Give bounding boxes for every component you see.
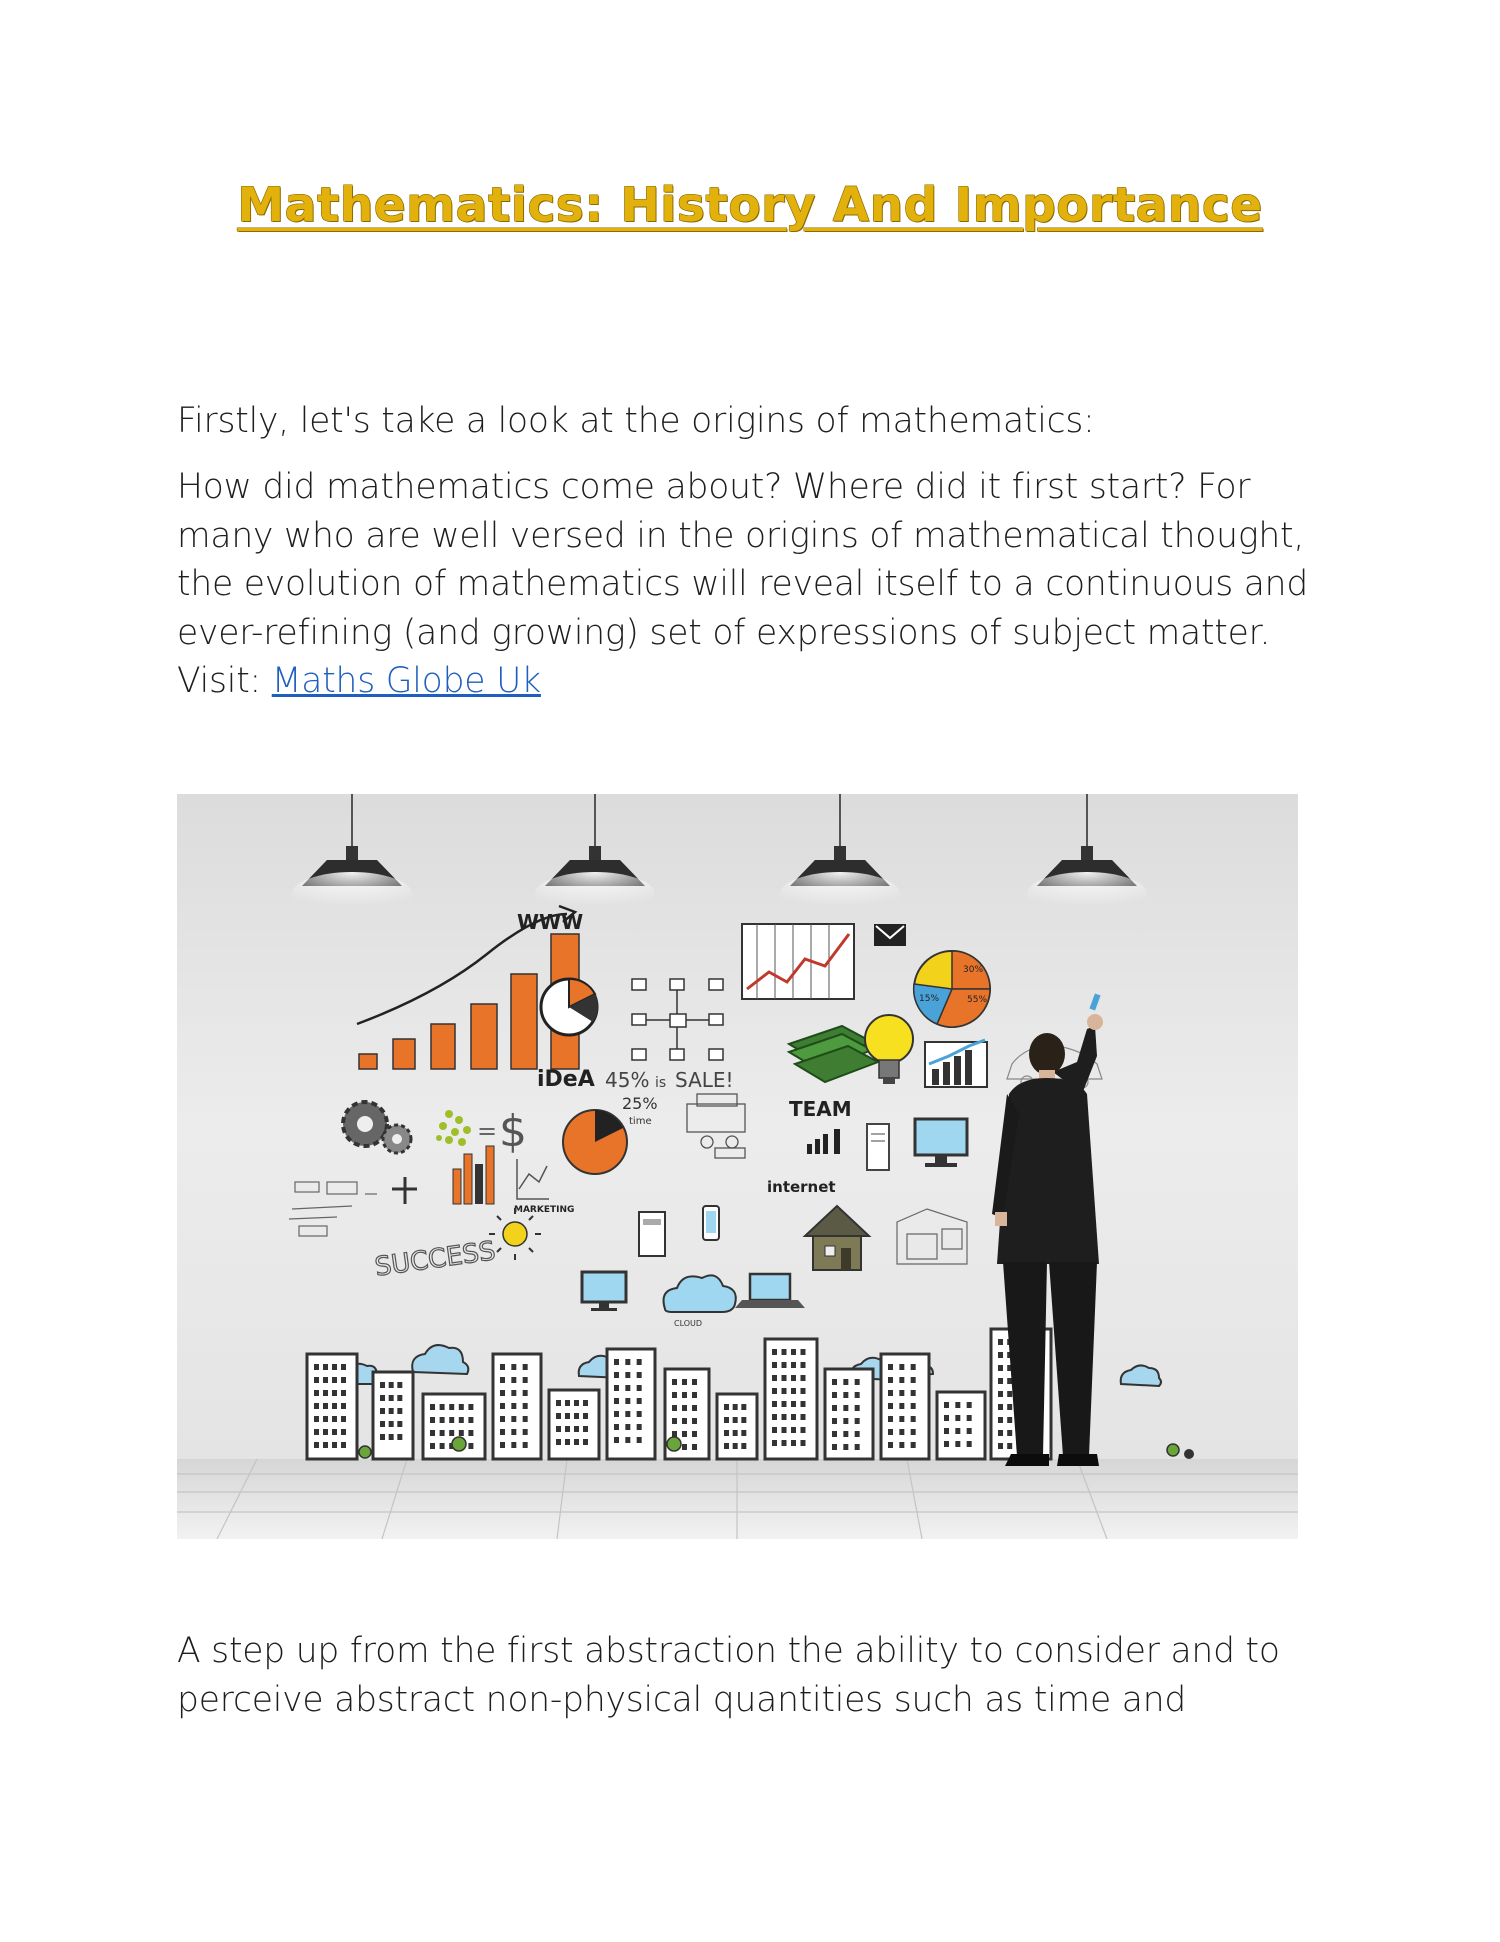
building-window (397, 1382, 402, 1388)
building-window (397, 1408, 402, 1414)
building-window (944, 1402, 949, 1408)
building-window (733, 1430, 738, 1436)
abstraction-paragraph: A step up from the first abstraction the ability to consider and to perceive abstract non-physical quantities such as time and (177, 1631, 1280, 1720)
building-window (625, 1385, 630, 1391)
building-window (682, 1405, 687, 1411)
building-window (389, 1382, 394, 1388)
building-window (733, 1443, 738, 1449)
building-window (332, 1442, 337, 1448)
building-window (741, 1404, 746, 1410)
building-window (314, 1416, 319, 1422)
building-window (440, 1443, 445, 1449)
building-window (944, 1428, 949, 1434)
building-window (459, 1417, 464, 1423)
building-window (911, 1377, 916, 1383)
building-window (511, 1390, 516, 1396)
building-window (998, 1417, 1003, 1423)
building-window (556, 1426, 561, 1432)
building-window (672, 1418, 677, 1424)
building-window (998, 1391, 1003, 1397)
building-window (459, 1430, 464, 1436)
building-window (625, 1372, 630, 1378)
building-window (998, 1352, 1003, 1358)
building-window (692, 1444, 697, 1450)
building-window (637, 1398, 642, 1404)
building-window (741, 1430, 746, 1436)
building-window (998, 1365, 1003, 1371)
building-window (955, 1441, 960, 1447)
building-window (511, 1364, 516, 1370)
building-window (791, 1375, 796, 1381)
building-window (511, 1442, 516, 1448)
building-window (782, 1349, 787, 1355)
building-window (380, 1408, 385, 1414)
building-window (855, 1392, 860, 1398)
building-window (380, 1421, 385, 1427)
building-window (332, 1403, 337, 1409)
building-window (625, 1411, 630, 1417)
building-window (583, 1400, 588, 1406)
building-window (944, 1415, 949, 1421)
building-window (430, 1443, 435, 1449)
building-window (772, 1440, 777, 1446)
building-window (672, 1379, 677, 1385)
building-window (332, 1429, 337, 1435)
orange-pie-chart-icon (563, 1110, 627, 1174)
building-window (614, 1359, 619, 1365)
building-window (911, 1364, 916, 1370)
building-window (440, 1417, 445, 1423)
building-window (801, 1362, 806, 1368)
building-window (888, 1390, 893, 1396)
building-window (741, 1443, 746, 1449)
building-window (832, 1392, 837, 1398)
building-window (782, 1375, 787, 1381)
building-window (511, 1416, 516, 1422)
building-window (724, 1404, 729, 1410)
building-window (1007, 1443, 1012, 1449)
building-window (832, 1431, 837, 1437)
building-window (998, 1443, 1003, 1449)
building-window (323, 1403, 328, 1409)
building-window (332, 1416, 337, 1422)
building-window (672, 1431, 677, 1437)
building-window (801, 1401, 806, 1407)
building-window (614, 1424, 619, 1430)
origins-paragraph (177, 463, 1337, 706)
building-window (899, 1403, 904, 1409)
building-window (314, 1442, 319, 1448)
building-window (791, 1440, 796, 1446)
building-window (843, 1379, 848, 1385)
building-window (583, 1439, 588, 1445)
building-window (323, 1416, 328, 1422)
building-window (449, 1404, 454, 1410)
building-window (380, 1382, 385, 1388)
building-window (855, 1379, 860, 1385)
document-title-text: Mathematics: History And Importance (237, 178, 1263, 233)
twentyfive-percent-label: 25% (622, 1094, 658, 1113)
building-window (341, 1403, 346, 1409)
building-window (614, 1411, 619, 1417)
building-window (832, 1418, 837, 1424)
building-window (724, 1417, 729, 1423)
sale-label: SALE! (675, 1068, 734, 1092)
building-window (314, 1390, 319, 1396)
building-window (772, 1388, 777, 1394)
building-window (523, 1429, 528, 1435)
building-window (791, 1414, 796, 1420)
building-window (314, 1429, 319, 1435)
building-window (556, 1413, 561, 1419)
building-window (523, 1442, 528, 1448)
building-window (888, 1403, 893, 1409)
building-window (332, 1390, 337, 1396)
building-window (380, 1395, 385, 1401)
building-window (899, 1364, 904, 1370)
line-graph-icon (742, 924, 854, 999)
building-window (672, 1392, 677, 1398)
building-window (801, 1375, 806, 1381)
building-window (772, 1349, 777, 1355)
building-window (332, 1364, 337, 1370)
percent-label: 45% (605, 1068, 650, 1092)
building-window (801, 1349, 806, 1355)
building-window (625, 1424, 630, 1430)
building-window (899, 1416, 904, 1422)
document-title (0, 178, 1500, 233)
building-window (911, 1403, 916, 1409)
building-window (583, 1426, 588, 1432)
building-window (967, 1428, 972, 1434)
building-window (998, 1430, 1003, 1436)
building-window (888, 1416, 893, 1422)
building-window (511, 1429, 516, 1435)
building-window (323, 1364, 328, 1370)
building-window (430, 1430, 435, 1436)
building-window (500, 1377, 505, 1383)
building-window (389, 1421, 394, 1427)
building-window (998, 1404, 1003, 1410)
building-window (574, 1439, 579, 1445)
building-window (843, 1418, 848, 1424)
building-window (323, 1377, 328, 1383)
building-window (500, 1442, 505, 1448)
building-window (724, 1430, 729, 1436)
is-label: is (655, 1075, 667, 1091)
building-window (955, 1428, 960, 1434)
building-window (500, 1416, 505, 1422)
building-window (637, 1437, 642, 1443)
building-window (389, 1434, 394, 1440)
building-window (967, 1441, 972, 1447)
building-window (574, 1413, 579, 1419)
building-window (782, 1401, 787, 1407)
building-window (801, 1440, 806, 1446)
building-window (556, 1400, 561, 1406)
building-window (843, 1392, 848, 1398)
building-window (772, 1362, 777, 1368)
building-window (791, 1362, 796, 1368)
building-window (801, 1414, 806, 1420)
building-window (682, 1379, 687, 1385)
building-window (397, 1421, 402, 1427)
building-window (614, 1398, 619, 1404)
building-window (625, 1359, 630, 1365)
building-window (468, 1417, 473, 1423)
time-label: time (629, 1116, 652, 1127)
building-window (832, 1379, 837, 1385)
marketing-label: MARKETING (514, 1205, 575, 1215)
building-window (583, 1413, 588, 1419)
building-window (801, 1388, 806, 1394)
building-window (637, 1424, 642, 1430)
building-window (523, 1364, 528, 1370)
building-window (782, 1414, 787, 1420)
building-window (692, 1405, 697, 1411)
building-window (523, 1390, 528, 1396)
building-window (911, 1429, 916, 1435)
building-window (500, 1364, 505, 1370)
building-window (733, 1404, 738, 1410)
building-window (511, 1377, 516, 1383)
maths-globe-link[interactable]: Maths Globe Uk (271, 661, 541, 701)
building-window (911, 1390, 916, 1396)
pie-chart-icon (541, 979, 598, 1035)
building-window (832, 1405, 837, 1411)
building-window (430, 1404, 435, 1410)
building-window (801, 1427, 806, 1433)
pie-label-b: 15% (919, 994, 940, 1004)
building-window (843, 1405, 848, 1411)
building-window (911, 1416, 916, 1422)
building-window (341, 1377, 346, 1383)
building-window (1007, 1417, 1012, 1423)
building-window (523, 1377, 528, 1383)
pie-label-c: 55% (967, 995, 988, 1005)
building-window (955, 1415, 960, 1421)
building-window (332, 1377, 337, 1383)
building-window (832, 1444, 837, 1450)
building-window (1007, 1404, 1012, 1410)
intro-paragraph: Firstly, let's take a look at the origins of mathematics: (177, 401, 1095, 441)
building-window (791, 1349, 796, 1355)
building-window (389, 1408, 394, 1414)
building-window (772, 1375, 777, 1381)
building-window (389, 1395, 394, 1401)
building-window (565, 1439, 570, 1445)
dollar-sign-icon: $ (499, 1106, 527, 1157)
building-window (500, 1403, 505, 1409)
building-window (314, 1377, 319, 1383)
building-window (888, 1377, 893, 1383)
building-window (500, 1429, 505, 1435)
business-doodle-illustration (177, 794, 1298, 1539)
building-window (565, 1413, 570, 1419)
building-window (468, 1443, 473, 1449)
building-window (967, 1415, 972, 1421)
building-window (430, 1417, 435, 1423)
building-window (672, 1405, 677, 1411)
building-window (791, 1401, 796, 1407)
building-window (682, 1418, 687, 1424)
building-window (682, 1431, 687, 1437)
building-window (574, 1426, 579, 1432)
building-window (637, 1385, 642, 1391)
cloud-label: CLOUD (674, 1319, 703, 1328)
building-window (314, 1364, 319, 1370)
building-window (772, 1427, 777, 1433)
building-window (614, 1437, 619, 1443)
building-window (791, 1388, 796, 1394)
building-window (341, 1416, 346, 1422)
building-window (967, 1402, 972, 1408)
equals-sign: = (477, 1117, 498, 1145)
building-window (449, 1417, 454, 1423)
building-window (782, 1362, 787, 1368)
building-window (1007, 1391, 1012, 1397)
building-window (637, 1359, 642, 1365)
building-window (782, 1388, 787, 1394)
building-window (692, 1418, 697, 1424)
building-window (782, 1427, 787, 1433)
building-window (523, 1416, 528, 1422)
building-window (440, 1404, 445, 1410)
building-window (459, 1404, 464, 1410)
building-window (614, 1372, 619, 1378)
building-window (314, 1403, 319, 1409)
building-window (468, 1404, 473, 1410)
building-window (500, 1390, 505, 1396)
server-tower-icon (867, 1124, 889, 1170)
building-window (855, 1431, 860, 1437)
building-window (1007, 1430, 1012, 1436)
building-window (556, 1439, 561, 1445)
origins-paragraph-text: How did mathematics come about? Where did it first start? For many who are well versed in the origins of mathematical thought, the evolution of mathematics will reveal itself to a continuous and ever-refining (and growing) set of expressions of subject matter. Visit: (177, 467, 1309, 701)
building-window (855, 1418, 860, 1424)
building-window (380, 1434, 385, 1440)
building-window (791, 1427, 796, 1433)
building-window (625, 1437, 630, 1443)
building-window (843, 1431, 848, 1437)
building-window (637, 1411, 642, 1417)
building-window (574, 1400, 579, 1406)
building-window (468, 1430, 473, 1436)
building-window (565, 1426, 570, 1432)
building-window (772, 1414, 777, 1420)
idea-label: iDeA (537, 1067, 595, 1092)
team-label: TEAM (789, 1097, 852, 1121)
building-window (341, 1429, 346, 1435)
building-window (998, 1378, 1003, 1384)
rising-chart-icon (925, 1040, 987, 1087)
building-window (397, 1434, 402, 1440)
pie-label-a: 30% (963, 965, 984, 975)
building-window (899, 1442, 904, 1448)
building-window (782, 1440, 787, 1446)
building-window (637, 1372, 642, 1378)
building-window (692, 1431, 697, 1437)
building-window (682, 1444, 687, 1450)
building-window (341, 1390, 346, 1396)
building-window (692, 1392, 697, 1398)
envelope-icon (874, 924, 906, 946)
building-window (682, 1392, 687, 1398)
building-window (843, 1444, 848, 1450)
building-window (888, 1429, 893, 1435)
building-window (944, 1441, 949, 1447)
building-window (855, 1405, 860, 1411)
building-window (511, 1403, 516, 1409)
building-window (440, 1430, 445, 1436)
colored-pie-chart-icon (914, 951, 990, 1027)
building-window (614, 1385, 619, 1391)
building-window (323, 1429, 328, 1435)
building-window (899, 1390, 904, 1396)
building-window (855, 1444, 860, 1450)
building-window (911, 1442, 916, 1448)
building-window (899, 1377, 904, 1383)
building-window (397, 1395, 402, 1401)
building-window (692, 1379, 697, 1385)
building-window (955, 1402, 960, 1408)
building-window (888, 1442, 893, 1448)
building-window (449, 1430, 454, 1436)
building-window (565, 1400, 570, 1406)
building-window (523, 1403, 528, 1409)
building-window (341, 1364, 346, 1370)
building-window (323, 1442, 328, 1448)
internet-label: internet (767, 1178, 836, 1196)
success-label: SUCCESS (373, 1236, 498, 1283)
building-window (888, 1364, 893, 1370)
building-window (741, 1417, 746, 1423)
building-window (625, 1398, 630, 1404)
building-window (772, 1401, 777, 1407)
building-window (733, 1417, 738, 1423)
building-window (724, 1443, 729, 1449)
building-window (341, 1442, 346, 1448)
phone-icon (703, 1206, 719, 1240)
building-window (323, 1390, 328, 1396)
desktop-tower-icon (639, 1212, 665, 1256)
www-label: WWW (517, 910, 584, 934)
building-window (998, 1339, 1003, 1345)
building-window (899, 1429, 904, 1435)
